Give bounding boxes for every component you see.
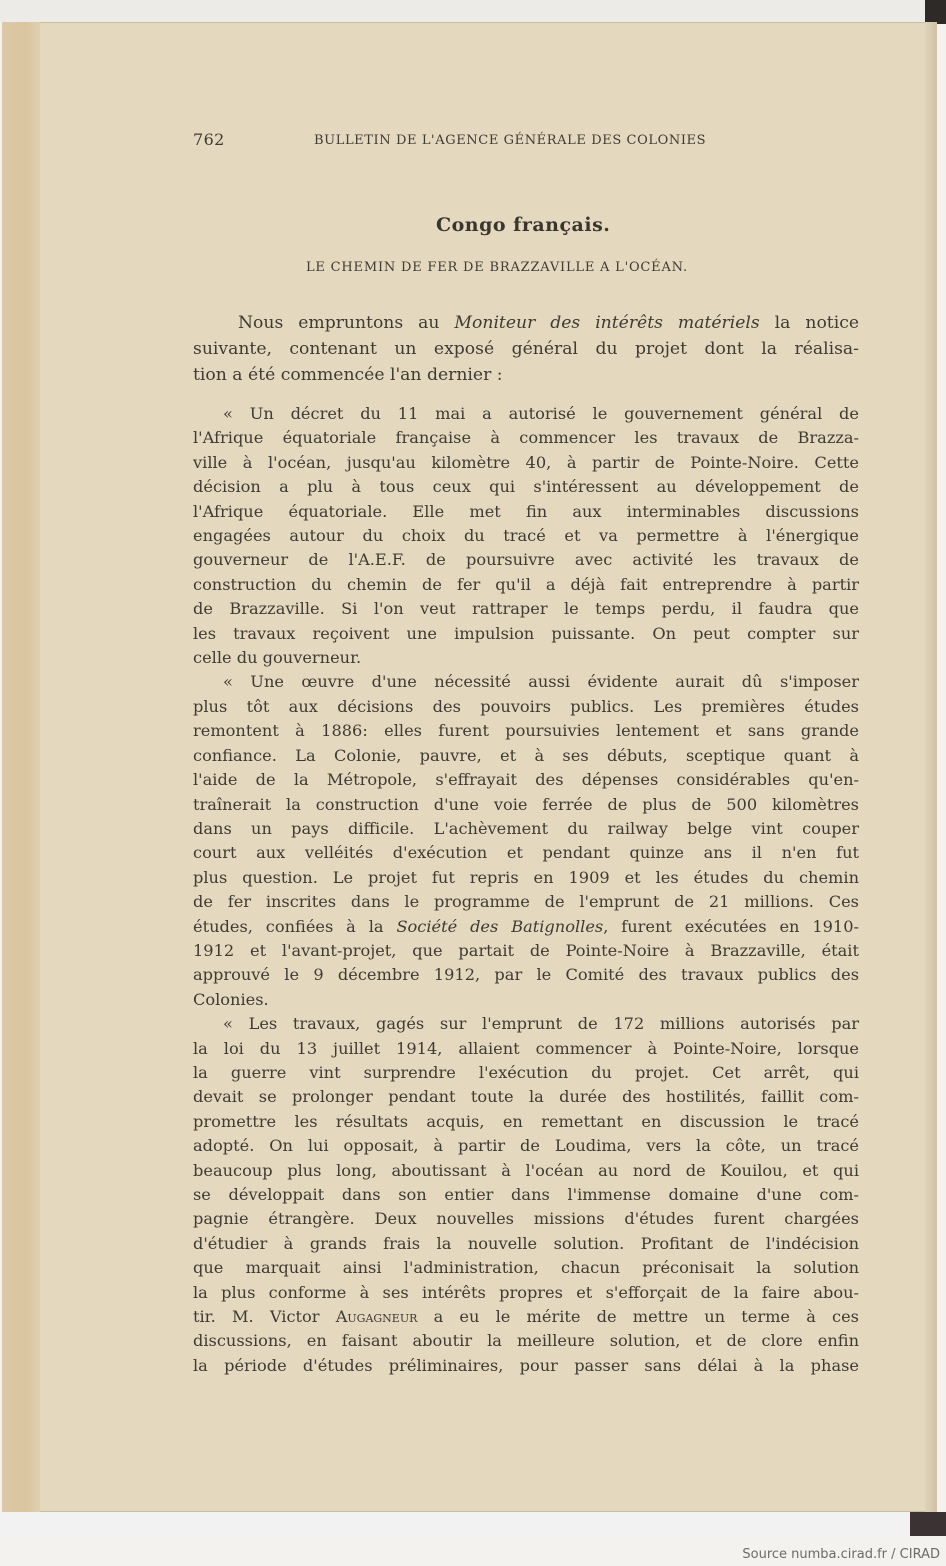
text-line: celle du gouverneur. [193,648,362,668]
text-line: confiance. La Colonie, pauvre, et à ses débuts, sceptique quant à [193,745,859,765]
text-line: « Un décret du 11 mai a autorisé le gouvernement général de [223,404,859,423]
scan-background-top [0,0,946,22]
text-line: discussions, en faisant aboutir la meilleure solution, et de clore enfin [193,1331,859,1351]
text-line: devait se prolonger pendant toute la durée des hostilités, faillit com- [193,1087,859,1107]
text-line: de fer inscrites dans le programme de l'emprunt de 21 millions. Ces [193,892,859,912]
section-title: Congo français. [436,214,611,236]
source-credit: Source numba.cirad.fr / CIRAD [742,1547,940,1562]
intro-text: la notice [759,313,859,333]
text-line: adopté. On lui opposait, à partir de Loudima, vers la côte, un tracé [193,1136,859,1156]
text-line: la guerre vint surprendre l'exécution du projet. Cet arrêt, qui [193,1062,859,1082]
text-fragment: , furent exécutées en 1910- [603,916,859,936]
text-line: court aux velléités d'exécution et pendant quinze ans il n'en fut [193,843,859,863]
person-name: Augagneur [335,1307,418,1327]
text-line: décision a plu à tous ceux qui s'intéressent au développement de [193,477,859,497]
text-line: remontent à 1886: elles furent poursuivies lentement et sans grande [193,721,859,741]
text-line: la loi du 13 juillet 1914, allaient commencer à Pointe-Noire, lorsque [193,1038,859,1058]
scan-edge-dark [925,0,946,24]
text-line: plus tôt aux décisions des pouvoirs publics. Les premières études [193,696,859,716]
text-line: d'étudier à grands frais la nouvelle solution. Profitant de l'indécision [193,1233,859,1253]
text-line: la période d'études préliminaires, pour passer sans délai à la phase [193,1355,859,1375]
text-line [193,1305,859,1329]
text-line: l'Afrique équatoriale française à commencer les travaux de Brazza- [193,428,859,448]
intro-text: Nous empruntons au [238,313,455,333]
page-edge [925,22,937,1512]
intro-line: tion a été commencée l'an dernier : [193,365,503,385]
quote-paragraph-3 [193,1012,859,1378]
text-line: dans un pays difficile. L'achèvement du railway belge vint couper [193,818,859,838]
scan-edge-dark-bottom [910,1512,946,1536]
text-line: engagées autour du choix du tracé et va permettre à l'énergique [193,526,859,546]
text-line [193,915,859,939]
text-line: plus question. Le projet fut repris en 1909 et les études du chemin [193,867,859,887]
page-number: 762 [193,130,225,149]
text-line: de Brazzaville. Si l'on veut rattraper le temps perdu, il faudra que [193,599,859,619]
article-subtitle: LE CHEMIN DE FER DE BRAZZAVILLE A L'OCÉAN. [306,260,688,275]
text-line: construction du chemin de fer qu'il a déjà fait entreprendre à partir [193,574,859,594]
text-line: que marquait ainsi l'administration, chacun préconisait la solution [193,1258,859,1278]
page-spine-shadow [2,22,40,1512]
text-line: « Les travaux, gagés sur l'emprunt de 172 millions autorisés par [223,1014,859,1034]
page-content [193,130,861,1375]
quote-paragraph-1 [193,402,859,670]
scan-background-bottom [0,1512,910,1536]
text-line: ville à l'océan, jusqu'au kilomètre 40, à partir de Pointe-Noire. Cette [193,452,859,472]
text-line: beaucoup plus long, aboutissant à l'océan au nord de Kouilou, et qui [193,1160,859,1180]
text-fragment: études, confiées à la [193,916,397,936]
text-line: Colonies. [193,989,269,1009]
text-line: les travaux reçoivent une impulsion puissante. On peut compter sur [193,623,859,643]
text-line: approuvé le 9 décembre 1912, par le Comité des travaux publics des [193,965,859,985]
article-body [193,310,859,1378]
text-line: la plus conforme à ses intérêts propres et s'efforçait de la faire abou- [193,1282,859,1302]
text-line: l'Afrique équatoriale. Elle met fin aux interminables discussions [193,501,859,521]
text-line: « Une œuvre d'une nécessité aussi évidente aurait dû s'imposer [223,672,859,692]
text-line: promettre les résultats acquis, en remettant en discussion le tracé [193,1111,859,1131]
text-fragment: a eu le mérite de mettre un terme à ces [417,1307,859,1327]
company-name: Société des Batignolles [396,916,604,936]
intro-paragraph [193,310,859,388]
text-fragment: tir. M. Victor [193,1307,336,1327]
quote-paragraph-2 [193,670,859,1012]
text-line: se développait dans son entier dans l'immense domaine d'une com- [193,1185,859,1204]
text-line: 1912 et l'avant-projet, que partait de Pointe-Noire à Brazzaville, était [193,940,859,960]
text-line: gouverneur de l'A.E.F. de poursuivre avec activité les travaux de [193,550,859,570]
text-line: l'aide de la Métropole, s'effrayait des dépenses considérables qu'en- [193,770,859,790]
text-line: traînerait la construction d'une voie ferrée de plus de 500 kilomètres [193,794,859,814]
intro-line: suivante, contenant un exposé général du projet dont la réalisa- [193,339,859,359]
running-head-title: BULLETIN DE L'AGENCE GÉNÉRALE DES COLONIES [314,133,707,148]
publication-title: Moniteur des intérêts matériels [454,313,760,333]
text-line: pagnie étrangère. Deux nouvelles missions d'études furent chargées [193,1209,859,1229]
running-head [193,130,861,154]
